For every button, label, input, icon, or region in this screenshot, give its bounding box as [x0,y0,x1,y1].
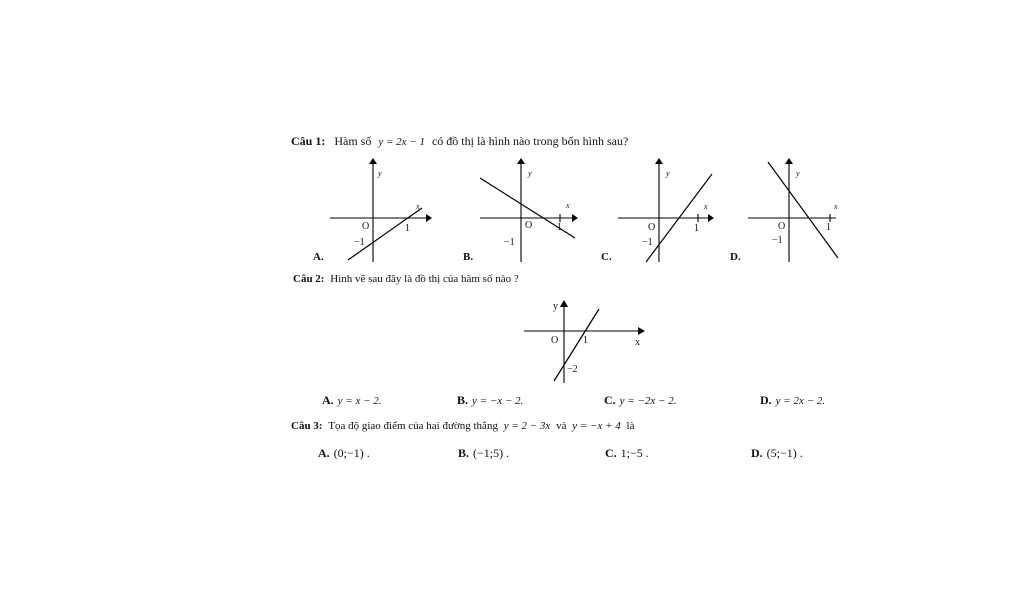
graph-line [348,208,422,260]
answer-letter: A. [318,446,330,460]
graph-option-a [330,158,430,262]
graph-d-letter: D. [730,251,741,263]
y-axis-arrow [560,300,568,307]
graph-b-svg [480,158,580,262]
x-axis-arrow [572,214,578,222]
q3-answer-a[interactable] [318,446,370,461]
q3-answer-c[interactable] [605,446,649,461]
y-axis-arrow [785,158,793,164]
y-axis-label: y [553,301,558,312]
y-axis-label: y [796,169,800,178]
graph-d-svg [748,158,838,262]
graph-b-letter: B. [463,251,474,263]
tick-x-label: 1 [694,223,699,234]
x-axis-label: x [635,337,640,348]
answer-expr: 1;−5 . [620,446,649,460]
question-3-text [291,420,634,432]
question-3-number: Câu 3: [291,420,323,432]
answer-expr: (5;−1) . [766,446,803,460]
origin-label: O [648,222,656,233]
graph-c-letter: C. [601,251,612,263]
answer-letter: D. [760,393,772,407]
question-1-tail: có đồ thị là hình nào trong bốn hình sau? [431,134,629,148]
tick-y-label: −1 [772,235,783,246]
y-axis-label: y [528,169,532,178]
y-axis-arrow [517,158,525,164]
q3-answer-d[interactable] [751,446,803,461]
answer-letter: D. [751,446,763,460]
question-2-graph-svg [524,297,649,385]
question-1-lead: Hàm số [334,134,372,148]
q2-answer-d[interactable] [760,393,825,408]
graph-a-letter: A. [313,251,324,263]
graph-a-svg [330,158,430,262]
question-1-text [291,134,628,149]
origin-label: O [362,221,370,232]
origin-label: O [551,335,559,346]
answer-letter: B. [458,446,470,460]
x-axis-label: x [416,202,420,211]
x-axis-arrow [638,327,645,335]
graph-option-b [480,158,580,262]
answer-letter: B. [457,393,469,407]
tick-y-label: −1 [354,237,365,248]
question-3-conj: và [556,420,567,432]
x-axis-label: x [566,201,570,210]
y-axis-arrow [369,158,377,164]
x-axis-label: x [704,202,708,211]
q2-answer-b[interactable] [457,393,523,408]
answer-expr: y = −2x − 2. [619,395,677,407]
q2-answer-a[interactable] [322,393,382,408]
answer-expr: (−1;5) . [473,446,510,460]
y-axis-label: y [378,169,382,178]
origin-label: O [525,220,533,231]
tick-x-label: 1 [405,223,410,234]
tick-y-label: −1 [642,237,653,248]
tick-y-label: −2 [567,364,578,375]
graph-option-c [618,158,718,262]
x-axis-arrow [708,214,714,222]
tick-y-label: −1 [504,237,515,248]
question-2-graph [524,297,649,385]
q3-answer-b[interactable] [458,446,509,461]
y-axis-label: y [666,169,670,178]
answer-expr: (0;−1) . [333,446,370,460]
question-3-expr-1: y = 2 − 3x [503,420,551,432]
question-3-tail: là [626,420,635,432]
question-2-text [293,273,519,285]
origin-label: O [778,221,786,232]
answer-expr: y = 2x − 2. [775,395,826,407]
question-1-expr: y = 2x − 1 [378,136,425,148]
tick-x-label: 1 [826,222,831,233]
question-3-expr-2: y = −x + 4 [572,420,621,432]
q2-answer-c[interactable] [604,393,676,408]
answer-letter: A. [322,393,334,407]
tick-x-label: 1 [557,222,562,233]
answer-expr: y = x − 2. [337,395,382,407]
question-2-number: Câu 2: [293,273,325,285]
graph-c-svg [618,158,718,262]
answer-letter: C. [605,446,617,460]
y-axis-arrow [655,158,663,164]
answer-expr: y = −x − 2. [472,395,524,407]
question-3-lead: Tọa độ giao điểm của hai đường thẳng [328,420,498,432]
question-2-lead: Hình vẽ sau đây là đồ thị của hàm số nào ? [330,273,519,285]
x-axis-label: x [834,202,838,211]
question-1-number: Câu 1: [291,134,326,148]
tick-x-label: 1 [583,335,588,346]
answer-letter: C. [604,393,616,407]
graph-option-d [748,158,838,262]
x-axis-arrow [426,214,432,222]
